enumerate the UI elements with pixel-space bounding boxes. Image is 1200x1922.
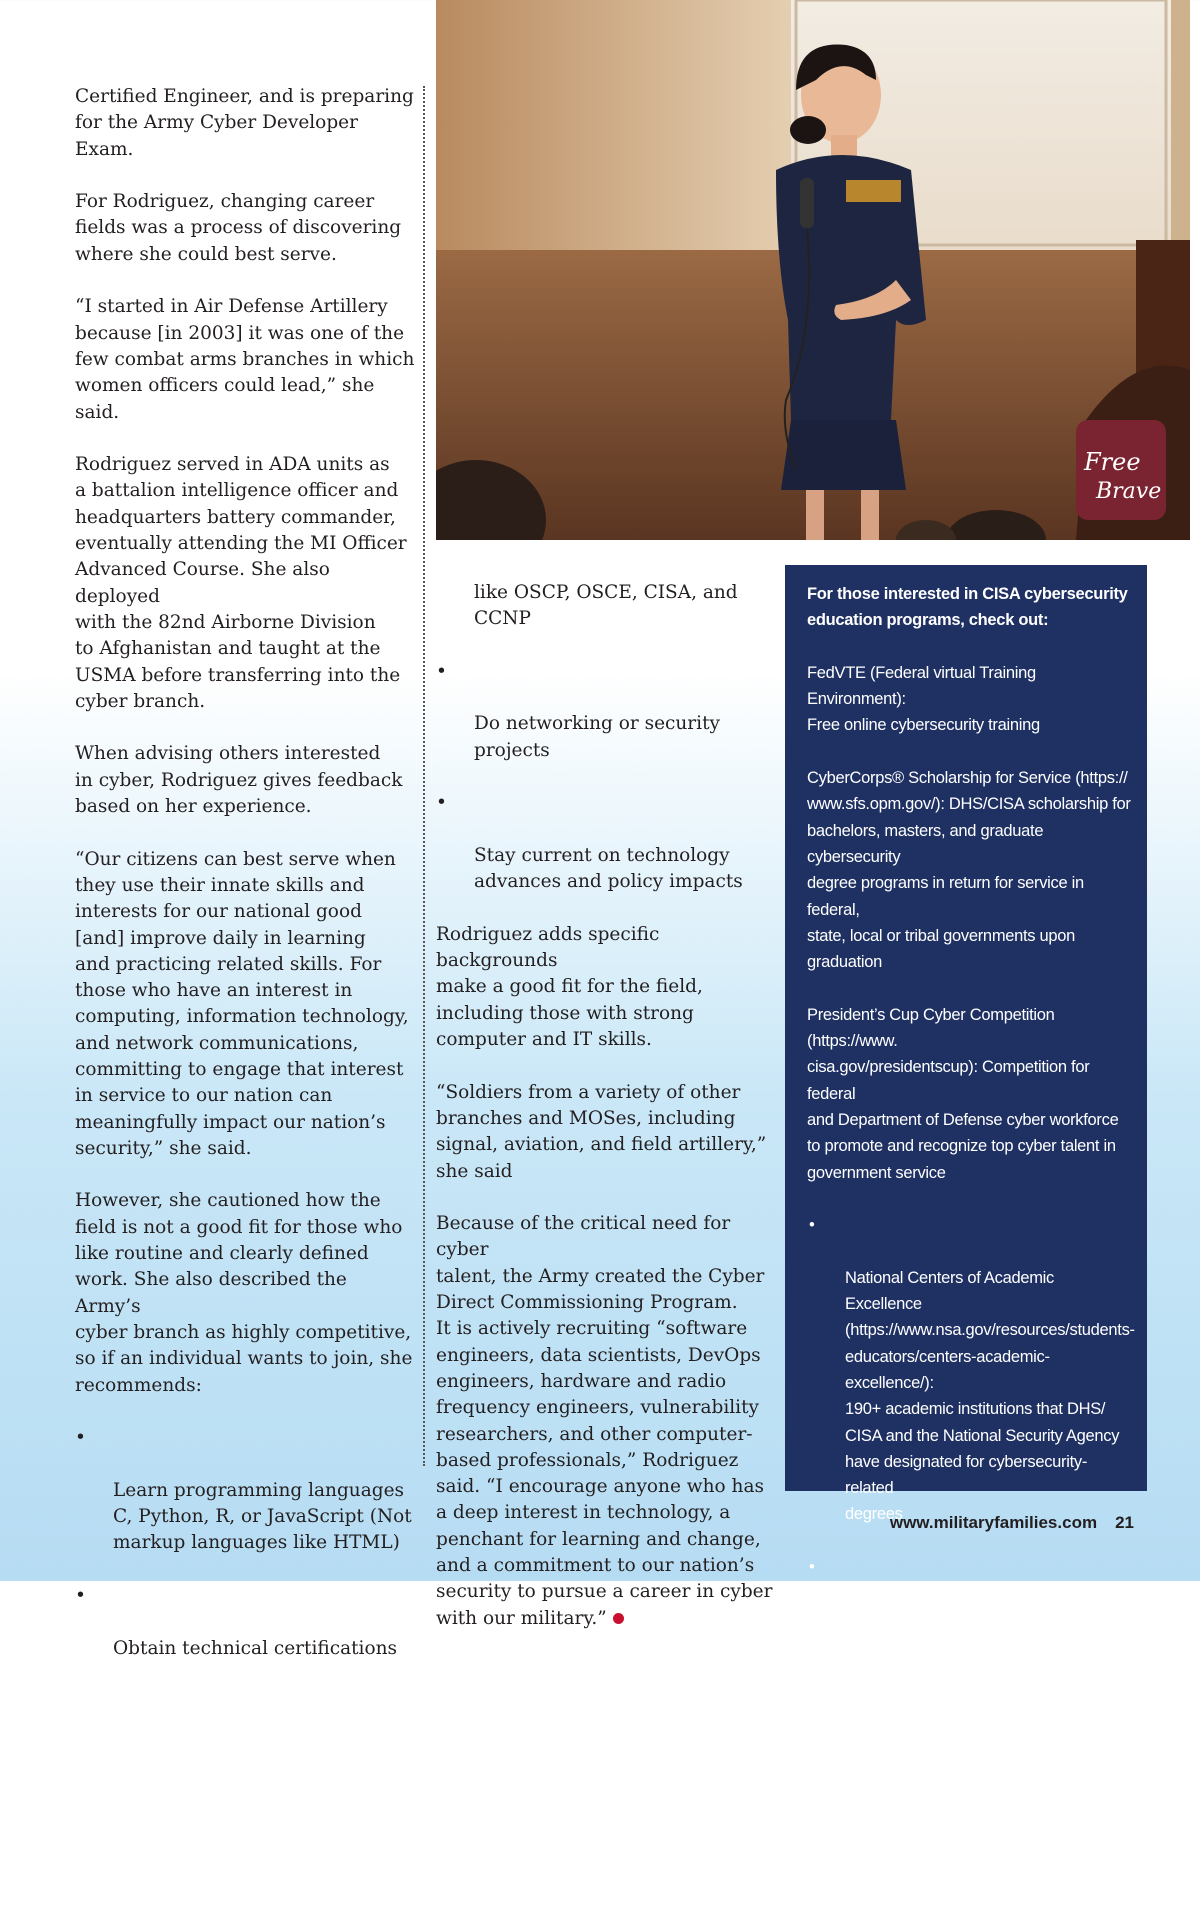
paragraph-final [436, 1211, 781, 1632]
page-footer [890, 1513, 1134, 1533]
badge-text-1: Free [1084, 448, 1141, 476]
sidebar-paragraph: President’s Cup Cyber Competition (https://www. cisa.gov/presidentscup): Competition for federal and Department of Defense cyber workforce to promote and recognize top cyber talent in government service [807, 1005, 1119, 1182]
paragraph: Certified Engineer, and is preparing for the Army Cyber Developer Exam. [75, 86, 414, 160]
photo-illustration [436, 0, 1190, 540]
sidebar-title: For those interested in CISA cybersecurity education programs, check out: [807, 585, 1128, 630]
sidebar-paragraph: FedVTE (Federal virtual Training Environment): Free online cybersecurity training [807, 663, 1040, 735]
paragraph: However, she cautioned how the field is not a good fit for those who like routine and clearly defined work. She also described the Army’s cyber branch as highly competitive, so if an individual wants to join, she recommends: [75, 1190, 413, 1396]
sidebar-list-item [807, 1554, 1133, 1791]
article-column-1 [75, 84, 415, 1688]
bullet-icon: • [809, 1557, 815, 1576]
paragraph-text: Because of the critical need for cyber talent, the Army created the Cyber Direct Commissioning Program. It is actively recruiting “software engineers, data scientists, DevOps engineers, hardware and radio frequency engineers, vulnerability researchers, and other computer- based professionals,” Rodriguez said. “I encourage anyone who has a deep interest in technology, a penchant for learning and change, and a commitment to our nation’s security to pursue a career in cyber with our military.” [436, 1213, 773, 1629]
paragraph: Rodriguez adds specific backgrounds make a good fit for the field, including those with strong computer and IT skills. [436, 923, 703, 1051]
sidebar-list-item-text: Cybersecurity Education Training Assistance Program (https://niccs.us-cert.gov/formal- education/integrating-cybersecurity- classroom): Cybersecurity curricula and education tools for K-12 teachers [845, 1610, 1124, 1787]
list-item [436, 659, 781, 764]
paragraph: Rodriguez served in ADA units as a battalion intelligence officer and headquarters battery commander, eventually attending the MI Officer Advanced Course. She also deployed with the 82nd Airborne Division to Afghanistan and taught at the USMA before transferring into the cyber branch. [75, 454, 407, 712]
paragraph: “Soldiers from a variety of other branches and MOSes, including signal, aviation, and field artillery,” she said [436, 1081, 767, 1182]
list-item-text: Do networking or security projects [474, 713, 720, 761]
sidebar-list-item [807, 1817, 1133, 1922]
list-item-text: Obtain technical certifications [113, 1637, 397, 1659]
sidebar-list-item [807, 1212, 1133, 1528]
bullet-icon: • [436, 792, 447, 814]
paragraph: For Rodriguez, changing career fields was a process of discovering where she could best serve. [75, 191, 402, 265]
column-divider [423, 86, 425, 1466]
article-column-2 [436, 580, 781, 1632]
badge-text-2: Brave [1096, 479, 1162, 504]
end-mark-icon [613, 1613, 624, 1624]
sidebar-paragraph: CyberCorps® Scholarship for Service (https:// www.sfs.opm.gov/): DHS/CISA scholarship for bachelors, masters, and graduate cybersecurity degree programs in return for service in federal, state, local or tribal governments upon graduation [807, 769, 1131, 972]
page-number: 21 [1115, 1513, 1134, 1532]
bullet-icon: • [75, 1427, 86, 1449]
sidebar-list-item-text: National Centers of Academic Excellence (https://www.nsa.gov/resources/students- educators/centers-academic-excellence/): 190+ academic institutions that DHS/ CISA and the National Security Agency have designated for cybersecurity-related degrees [845, 1268, 1135, 1524]
paragraph: “I started in Air Defense Artillery because [in 2003] it was one of the few combat arms branches in which women officers could lead,” she said. [75, 296, 415, 423]
list-item [75, 1425, 415, 1556]
bullet-icon: • [809, 1820, 815, 1839]
list-item-text: Learn programming languages C, Python, R, or JavaScript (Not markup languages like HTML) [113, 1479, 412, 1554]
article-photo [436, 0, 1190, 540]
bullet-icon: • [436, 660, 447, 682]
bullet-icon: • [809, 1216, 815, 1235]
list-item-text: Stay current on technology advances and policy impacts [474, 844, 743, 893]
paragraph: “Our citizens can best serve when they use their innate skills and interests for our national good [and] improve daily in learning and practicing related skills. For those who have an interest in computing, information technology, and network communications, committing to engage that interest in service to our nation can meaningfully impact our nation’s security,” she said. [75, 848, 409, 1159]
sidebar-list-item-text: https://niccs.us-cert.gov/: CISA information on education and training [845, 1873, 1106, 1918]
paragraph: When advising others interested in cyber, Rodriguez gives feedback based on her experience. [75, 743, 403, 818]
list-item-continuation: like OSCP, OSCE, CISA, and CCNP [474, 582, 738, 630]
list-item [436, 790, 781, 895]
list-item [75, 1583, 415, 1662]
footer-url: www.militaryfamilies.com [889, 1513, 1098, 1532]
bullet-icon: • [75, 1584, 86, 1606]
